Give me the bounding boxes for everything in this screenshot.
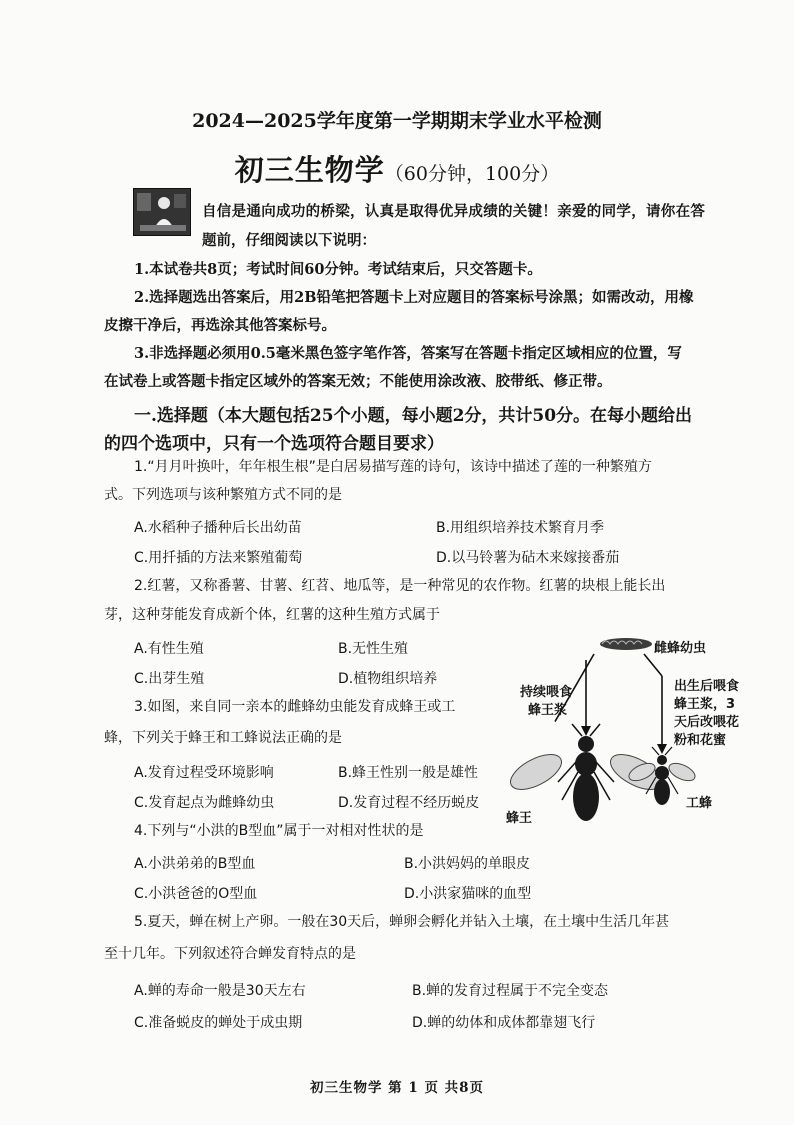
q3-option-a: A.发育过程受环境影响 bbox=[134, 765, 274, 781]
q4-stem: 4.下列与“小洪的B型血”属于一对相对性状的是 bbox=[134, 823, 424, 839]
figure-queen-label: 蜂王 bbox=[506, 811, 533, 826]
larva-icon bbox=[600, 638, 652, 650]
figure-right-label-3: 天后改喂花 bbox=[674, 715, 740, 730]
q4-option-b: B.小洪妈妈的单眼皮 bbox=[404, 856, 531, 872]
page-footer: 初三生物学 第 1 页 共8页 bbox=[309, 1080, 485, 1096]
q2-option-c: C.出芽生殖 bbox=[134, 671, 205, 687]
instruction-1: 1.本试卷共8页；考试时间60分钟。考试结束后，只交答题卡。 bbox=[134, 261, 542, 278]
instruction-3b: 在试卷上或答题卡指定区域外的答案无效；不能使用涂改液、胶带纸、修正带。 bbox=[104, 373, 612, 390]
q1-option-c: C.用扦插的方法来繁殖葡萄 bbox=[134, 550, 303, 566]
exam-title: 2024—2025学年度第一学期期末学业水平检测 bbox=[192, 110, 602, 132]
figure-larva-label: 雌蜂幼虫 bbox=[654, 641, 707, 656]
q2-option-a: A.有性生殖 bbox=[134, 641, 204, 657]
intro-line-1: 自信是通向成功的桥梁，认真是取得优异成绩的关键！亲爱的同学，请你在答 bbox=[202, 203, 706, 220]
q2-stem-1: 2.红薯，又称番薯、甘薯、红苕、地瓜等，是一种常见的农作物。红薯的块根上能长出 bbox=[134, 578, 666, 594]
q2-option-d: D.植物组织培养 bbox=[338, 671, 438, 687]
q3-stem-1: 3.如图，来自同一亲本的雌蜂幼虫能发育成蜂王或工 bbox=[134, 699, 456, 715]
q1-stem-1: 1.“月月叶换叶，年年根生根”是白居易描写莲的诗句，该诗中描述了莲的一种繁殖方 bbox=[134, 459, 652, 475]
intro-line-2: 题前，仔细阅读以下说明： bbox=[202, 232, 376, 249]
figure-right-label-4: 粉和花蜜 bbox=[674, 733, 727, 748]
q4-option-d: D.小洪家猫咪的血型 bbox=[404, 886, 532, 902]
figure-left-label-1: 持续喂食 bbox=[520, 685, 573, 700]
figure-right-label-2: 蜂王浆，3 bbox=[674, 697, 736, 712]
q5-option-b: B.蝉的发育过程属于不完全变态 bbox=[412, 983, 609, 999]
q5-stem-1: 5.夏天，蝉在树上产卵。一般在30天后，蝉卵会孵化并钻入土壤，在土壤中生活几年甚 bbox=[134, 914, 670, 930]
subject-note: （60分钟，100分） bbox=[384, 163, 560, 185]
q1-stem-2: 式。下列选项与该种繁殖方式不同的是 bbox=[104, 487, 342, 503]
q2-option-b: B.无性生殖 bbox=[338, 641, 409, 657]
q1-option-a: A.水稻种子播种后长出幼苗 bbox=[134, 520, 302, 536]
section-1-heading-1: 一.选择题（本大题包括25个小题，每小题2分，共计50分。在每小题给出 bbox=[134, 406, 693, 426]
q1-option-b: B.用组织培养技术繁育月季 bbox=[436, 520, 605, 536]
q5-stem-2: 至十几年。下列叙述符合蝉发育特点的是 bbox=[104, 946, 356, 962]
subject-title bbox=[0, 148, 794, 189]
instruction-3a: 3.非选择题必须用0.5毫米黑色签字笔作答，答案写在答题卡指定区域相应的位置，写 bbox=[134, 345, 682, 362]
figure-left-label-2: 蜂王浆 bbox=[528, 703, 568, 718]
q5-option-c: C.准备蜕皮的蝉处于成虫期 bbox=[134, 1015, 303, 1031]
instruction-2a: 2.选择题选出答案后，用2B铅笔把答题卡上对应题目的答案标号涂黑；如需改动，用橡 bbox=[134, 289, 694, 306]
q2-stem-2: 芽，这种芽能发育成新个体，红薯的这种生殖方式属于 bbox=[104, 607, 440, 623]
q4-option-a: A.小洪弟弟的B型血 bbox=[134, 856, 256, 872]
q3-option-d: D.发育过程不经历蜕皮 bbox=[338, 795, 480, 811]
teacher-photo bbox=[133, 188, 191, 236]
q5-option-d: D.蝉的幼体和成体都靠翅飞行 bbox=[412, 1015, 596, 1031]
q3-option-c: C.发育起点为雌蜂幼虫 bbox=[134, 795, 275, 811]
figure-right-label-1: 出生后喂食 bbox=[674, 679, 740, 694]
subject-name: 初三生物学 bbox=[234, 153, 385, 187]
teacher-photo-graphic bbox=[134, 189, 190, 235]
q5-option-a: A.蝉的寿命一般是30天左右 bbox=[134, 983, 306, 999]
instruction-2b: 皮擦干净后，再选涂其他答案标号。 bbox=[104, 317, 336, 334]
q3-stem-2: 蜂，下列关于蜂王和工蜂说法正确的是 bbox=[104, 730, 342, 746]
q4-option-c: C.小洪爸爸的O型血 bbox=[134, 886, 258, 902]
q1-option-d: D.以马铃薯为砧木来嫁接番茄 bbox=[436, 550, 620, 566]
section-1-heading-2: 的四个选项中，只有一个选项符合题目要求） bbox=[104, 434, 444, 454]
q3-option-b: B.蜂王性别一般是雄性 bbox=[338, 765, 479, 781]
figure-worker-label: 工蜂 bbox=[686, 796, 713, 811]
